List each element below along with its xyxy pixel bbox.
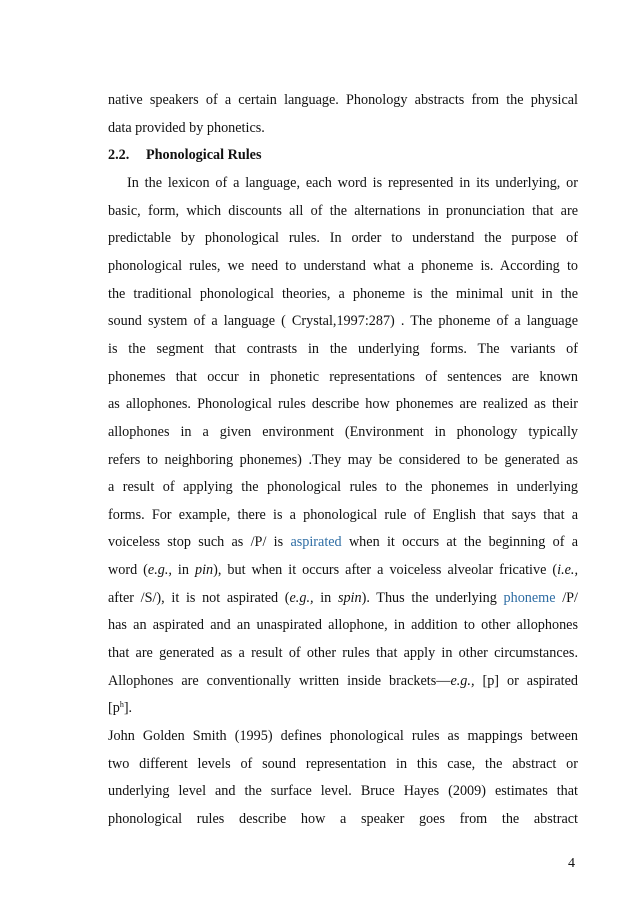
hyperlink[interactable]: aspirated (290, 534, 342, 551)
section-heading (108, 146, 261, 164)
text-segment: [p (108, 700, 120, 717)
text-segment: the traditional phonological theories, a phoneme is the minimal unit in the (108, 285, 578, 302)
text-line (108, 589, 578, 607)
hyperlink[interactable]: phoneme (503, 589, 556, 606)
text-line (108, 312, 578, 330)
text-line (108, 229, 578, 247)
text-segment: e.g., (147, 562, 172, 579)
text-segment: John Golden Smith (1995) defines phonological rules as mappings between (108, 728, 578, 744)
text-segment: basic, form, which discounts all of the alternations in pronunciation that are (108, 202, 578, 219)
text-segment: in (171, 562, 195, 579)
text-segment: when it occurs at the beginning of a (341, 534, 579, 551)
text-line (108, 727, 578, 745)
text-line (108, 340, 578, 358)
section-title: Phonological Rules (146, 147, 262, 163)
text-segment: ]. (123, 700, 133, 717)
text-line (108, 368, 578, 386)
text-line (108, 616, 578, 634)
text-line (108, 810, 578, 828)
text-segment: Allophones are conventionally written inside brackets— (108, 672, 451, 689)
text-line (108, 533, 578, 551)
text-segment: phonological rules, we need to understand what a phoneme is. According to (108, 257, 578, 274)
text-segment: that are generated as a result of other rules that apply in other circumstances. (108, 645, 578, 662)
text-segment: allophones in a given environment (Environment in phonology typically (108, 423, 578, 440)
text-line (108, 755, 578, 773)
text-segment: ). Thus the underlying (361, 589, 504, 606)
text-segment: predictable by phonological rules. In order to understand the purpose of (108, 230, 578, 247)
text-segment: after /S/), it is not aspirated ( (108, 589, 290, 606)
text-segment: forms. For example, there is a phonological rule of English that says that a (108, 506, 578, 523)
text-segment: native speakers of a certain language. Phonology abstracts from the physical (108, 92, 578, 108)
text-line (108, 451, 578, 469)
text-line (108, 202, 578, 220)
text-line (108, 395, 578, 413)
text-line (108, 91, 578, 109)
section-number: 2.2. (108, 147, 130, 163)
text-segment: e.g., (289, 589, 314, 606)
text-line (108, 257, 578, 275)
text-line (108, 423, 578, 441)
text-line (108, 672, 578, 690)
text-line (108, 561, 578, 579)
text-segment: is the segment that contrasts in the underlying forms. The variants of (108, 340, 578, 357)
text-segment: a result of applying the phonological rules to the phonemes in underlying (108, 479, 578, 496)
text-segment: /P/ (555, 589, 578, 606)
text-segment: In the lexicon of a language, each word is represented in its underlying, or (127, 175, 578, 191)
page-number: 4 (568, 856, 575, 871)
text-line (108, 644, 578, 662)
text-segment: as allophones. Phonological rules describe how phonemes are realized as their (108, 396, 578, 413)
text-segment: sound system of a language ( Crystal,1997:287) . The phoneme of a language (108, 313, 578, 330)
text-segment: [p] or aspirated (474, 672, 578, 689)
text-segment: data provided by phonetics. (108, 120, 265, 136)
text-line (108, 506, 578, 524)
text-segment: voiceless stop such as /P/ is (108, 534, 291, 551)
text-segment: has an aspirated and an unaspirated allophone, in addition to other allophones (108, 617, 578, 634)
text-segment: ), but when it occurs after a voiceless alveolar fricative ( (213, 562, 558, 579)
text-line (108, 782, 578, 800)
text-line (108, 699, 578, 717)
text-segment: spin (337, 589, 362, 606)
text-segment: underlying level and the surface level. Bruce Hayes (2009) estimates that (108, 783, 578, 800)
text-line (108, 478, 578, 496)
text-segment: pin (194, 562, 214, 579)
text-line (108, 119, 578, 137)
text-line (108, 285, 578, 303)
text-segment: in (313, 589, 338, 606)
text-segment: i.e., (557, 562, 579, 579)
text-segment: phonemes that occur in phonetic representations of sentences are known (108, 368, 578, 385)
text-segment: refers to neighboring phonemes) .They may be considered to be generated as (108, 451, 578, 468)
text-segment: two different levels of sound representation in this case, the abstract or (108, 755, 578, 772)
text-segment: phonological rules describe how a speaker goes from the abstract (108, 810, 578, 827)
text-segment: e.g., (450, 672, 475, 689)
text-segment: word ( (108, 562, 148, 579)
text-segment: h (119, 700, 124, 710)
text-line (127, 174, 578, 192)
